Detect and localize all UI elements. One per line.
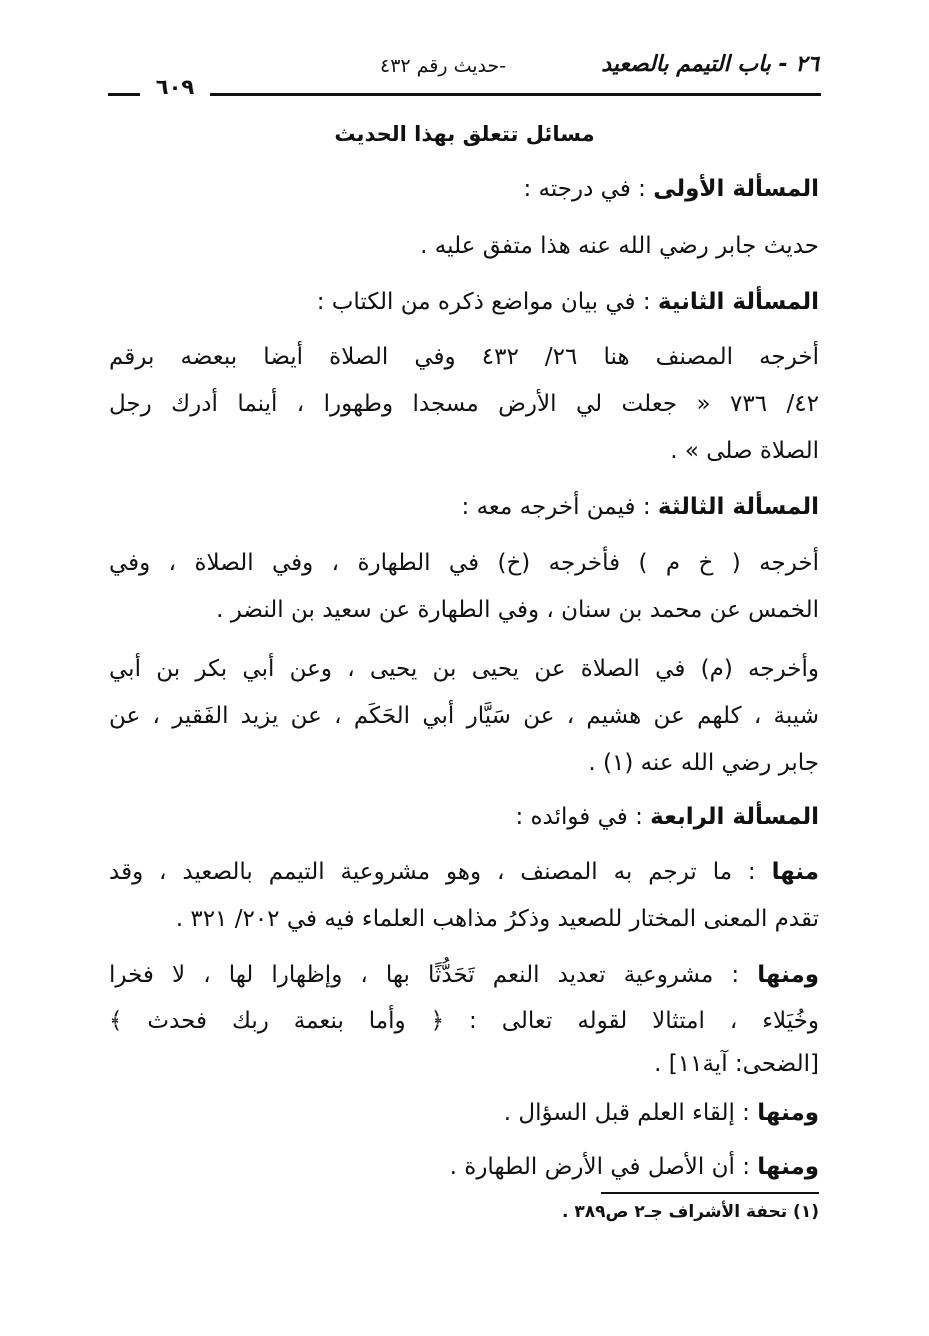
q4-item3 [504,1096,819,1130]
q4-heading [515,800,819,834]
section-title: مسائل تتعلق بهذا الحديث [334,122,595,146]
q2-line-2: ٤٢/ ٧٣٦ « جعلت لي الأرض مسجدا وطهورا ، أينما أدرك رجل [109,391,820,417]
q3-para1-line-2: الخمس عن محمد بن سنان ، وفي الطهارة عن سعيد بن النضر . [216,597,819,623]
q4-item3-text: : إلقاء العلم قبل السؤال . [503,1100,750,1126]
q4-subject: : في فوائده : [515,804,643,830]
q2-line-1: أخرجه المصنف هنا ٢٦/ ٤٣٢ وفي الصلاة أيضا ببعضه برقم [109,344,820,370]
q3-para1-line-1: أخرجه ( خ م ) فأخرجه (خ) في الطهارة ، وفي الصلاة ، وفي [109,550,819,576]
footnote-rule [601,1192,819,1194]
q4-item1-line-1 [109,855,819,889]
q3-para2-line-3: جابر رضي الله عنه (١) . [588,750,819,776]
q1-title: المسألة الأولى [653,176,819,202]
q4-item2-text: : مشروعية تعديد النعم تَحَدُّثًا بها ، وإظهارا لها ، لا فخرا [109,962,740,988]
q4-item4 [450,1150,819,1184]
q3-subject: : فيمن أخرجه معه : [461,494,651,520]
q1-heading [523,172,819,206]
q4-item2-line-1 [109,958,819,992]
q2-heading [317,285,819,319]
q2-subject: : في بيان مواضع ذكره من الكتاب : [316,289,651,315]
header-rule [108,93,821,96]
q4-item2-word: ومنها [757,962,819,988]
running-header-chapter: ٢٦ - باب التيمم بالصعيد [601,52,819,77]
q3-para2-line-2: شيبة ، كلهم عن هشيم ، عن سَيَّار أبي الحَكَم ، عن يزيد الفَقير ، عن [109,703,819,729]
q2-line-3: الصلاة صلى » . [670,438,819,464]
q4-item1-word: منها [771,859,820,885]
running-header-hadith: -حديث رقم ٤٣٢ [380,55,507,77]
q4-item2-line-3: [الضحى: آية١١] . [654,1051,819,1077]
q4-item1-text: : ما ترجم به المصنف ، وهو مشروعية التيمم بالصعيد ، وقد [109,859,756,885]
footnote: (١) تحفة الأشراف جـ٢ ص٣٨٩ . [561,1202,819,1222]
q4-item3-word: ومنها [757,1100,819,1126]
q3-heading [462,490,819,524]
q2-title: المسألة الثانية [657,289,819,315]
q3-title: المسألة الثالثة [657,494,819,520]
q1-subject: : في درجته : [523,176,646,202]
q4-item4-text: : أن الأصل في الأرض الطهارة . [449,1154,750,1180]
q4-item4-word: ومنها [757,1154,819,1180]
q1-line-1: حديث جابر رضي الله عنه هذا متفق عليه . [420,233,819,259]
q4-item1-line-2: تقدم المعنى المختار للصعيد وذكرُ مذاهب العلماء فيه في ٢٠٢/ ٣٢١ . [175,906,819,932]
q4-title: المسألة الرابعة [650,804,819,830]
page-number: ٦٠٩ [140,72,210,102]
q3-para2-line-1: وأخرجه (م) في الصلاة عن يحيى بن يحيى ، وعن أبي بكر بن أبي [109,656,819,682]
q4-item2-line-2: وخُيَلاء ، امتثالا لقوله تعالى : ﴿ وأما بنعمة ربك فحدث ﴾ [109,1008,819,1034]
